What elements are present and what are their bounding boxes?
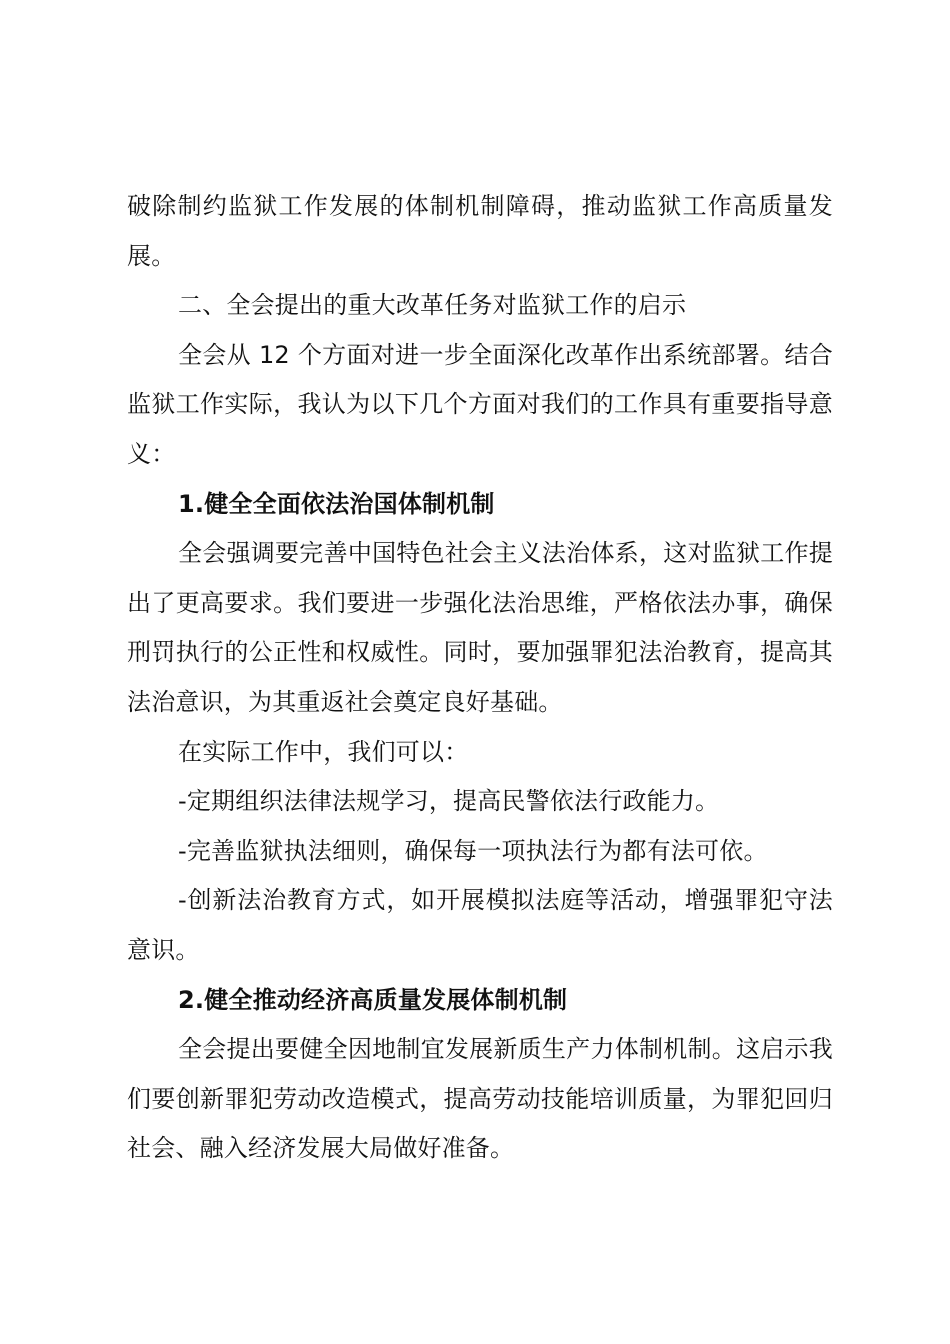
list-item: -定期组织法律法规学习，提高民警依法行政能力。 [178, 787, 720, 816]
list-item: -创新法治教育方式，如开展模拟法庭等活动，增强罪犯守法意识。 [127, 886, 833, 964]
list-item: -完善监狱执法细则，确保每一项执法行为都有法可依。 [178, 836, 768, 865]
paragraph-rule-of-law: 全会强调要完善中国特色社会主义法治体系，这对监狱工作提出了更高要求。我们要进一步强化法治思维，严格依法办事，确保刑罚执行的公正性和权威性。同时，要加强罪犯法治教育，提高其法治意识，为其重返社会奠定良好基础。 [127, 539, 833, 716]
subheading-1: 1.健全全面依法治国体制机制 [178, 489, 495, 518]
document-body [127, 182, 833, 1174]
paragraph-intro: 全会从 12 个方面对进一步全面深化改革作出系统部署。结合监狱工作实际，我认为以下几个方面对我们的工作具有重要指导意义： [127, 340, 833, 468]
paragraph-continuation: 破除制约监狱工作发展的体制机制障碍，推动监狱工作高质量发展。 [127, 192, 833, 270]
paragraph-practice-lead: 在实际工作中，我们可以： [178, 737, 469, 766]
section-heading-2: 二、全会提出的重大改革任务对监狱工作的启示 [178, 291, 687, 320]
subheading-2: 2.健全推动经济高质量发展体制机制 [178, 985, 568, 1014]
paragraph-economy: 全会提出要健全因地制宜发展新质生产力体制机制。这启示我们要创新罪犯劳动改造模式，提高劳动技能培训质量，为罪犯回归社会、融入经济发展大局做好准备。 [127, 1035, 833, 1163]
